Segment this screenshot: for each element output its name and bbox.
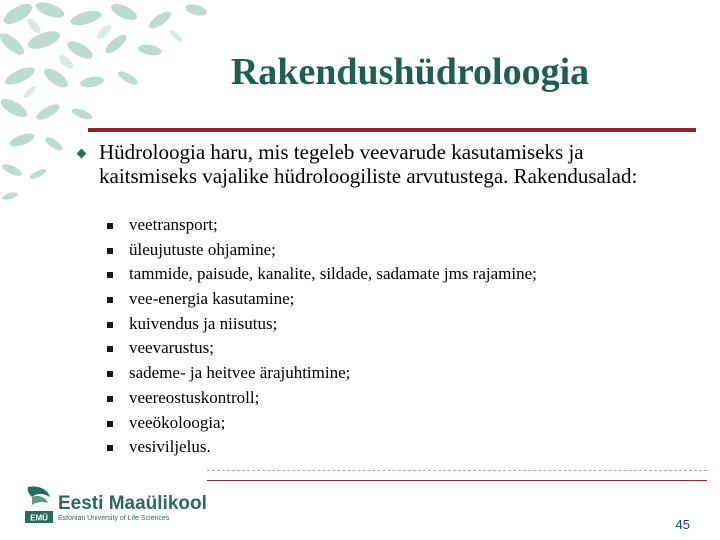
square-bullet-icon xyxy=(107,223,113,229)
square-bullet-icon xyxy=(107,272,113,278)
emu-logo-icon xyxy=(24,485,54,525)
square-bullet-icon xyxy=(107,371,113,377)
list-item xyxy=(107,387,667,412)
logo-name: Eesti Maaülikool xyxy=(58,493,207,514)
list-item-text: vee-energia kasutamine; xyxy=(129,289,295,309)
list-item xyxy=(107,263,667,288)
footer-divider xyxy=(207,480,707,481)
list-item xyxy=(107,362,667,387)
square-bullet-icon xyxy=(107,297,113,303)
footer-dotted-line xyxy=(207,470,707,472)
university-logo xyxy=(24,485,214,530)
list-item-text: üleujutuste ohjamine; xyxy=(129,239,276,259)
main-bullet xyxy=(72,140,672,188)
square-bullet-icon xyxy=(107,346,113,352)
list-item xyxy=(107,436,667,461)
square-bullet-icon xyxy=(107,322,113,328)
square-bullet-icon xyxy=(107,248,113,254)
title-divider xyxy=(88,128,696,132)
list-item-text: veevarustus; xyxy=(129,338,214,358)
list-item xyxy=(107,239,667,264)
list-item xyxy=(107,288,667,313)
sub-bullet-list xyxy=(107,214,667,461)
list-item-text: kuivendus ja niisutus; xyxy=(129,313,278,333)
square-bullet-icon xyxy=(107,445,113,451)
logo-mark-text: EMÜ xyxy=(30,513,48,523)
list-item-text: veereostuskontroll; xyxy=(129,387,260,407)
diamond-bullet-icon xyxy=(77,149,87,159)
logo-subtitle: Estonian University of Life Sciences xyxy=(58,515,170,522)
page-number: 45 xyxy=(675,517,690,532)
list-item-text: sademe- ja heitvee ärajuhtimine; xyxy=(129,363,351,383)
list-item-text: vesiviljelus. xyxy=(129,437,211,457)
square-bullet-icon xyxy=(107,396,113,402)
list-item-text: tammide, paisude, kanalite, sildade, sadamate jms rajamine; xyxy=(129,264,537,284)
list-item xyxy=(107,214,667,239)
main-bullet-text: Hüdroloogia haru, mis tegeleb veevarude kasutamiseks ja kaitsmiseks vajalike hüdroloogiliste arvutustega. Rakendusalad: xyxy=(99,140,638,188)
slide-title: Rakendushüdroloogia xyxy=(230,51,590,93)
list-item xyxy=(107,337,667,362)
list-item xyxy=(107,313,667,338)
square-bullet-icon xyxy=(107,421,113,427)
list-item xyxy=(107,412,667,437)
list-item-text: veeökoloogia; xyxy=(129,412,226,432)
list-item-text: veetransport; xyxy=(129,215,218,234)
